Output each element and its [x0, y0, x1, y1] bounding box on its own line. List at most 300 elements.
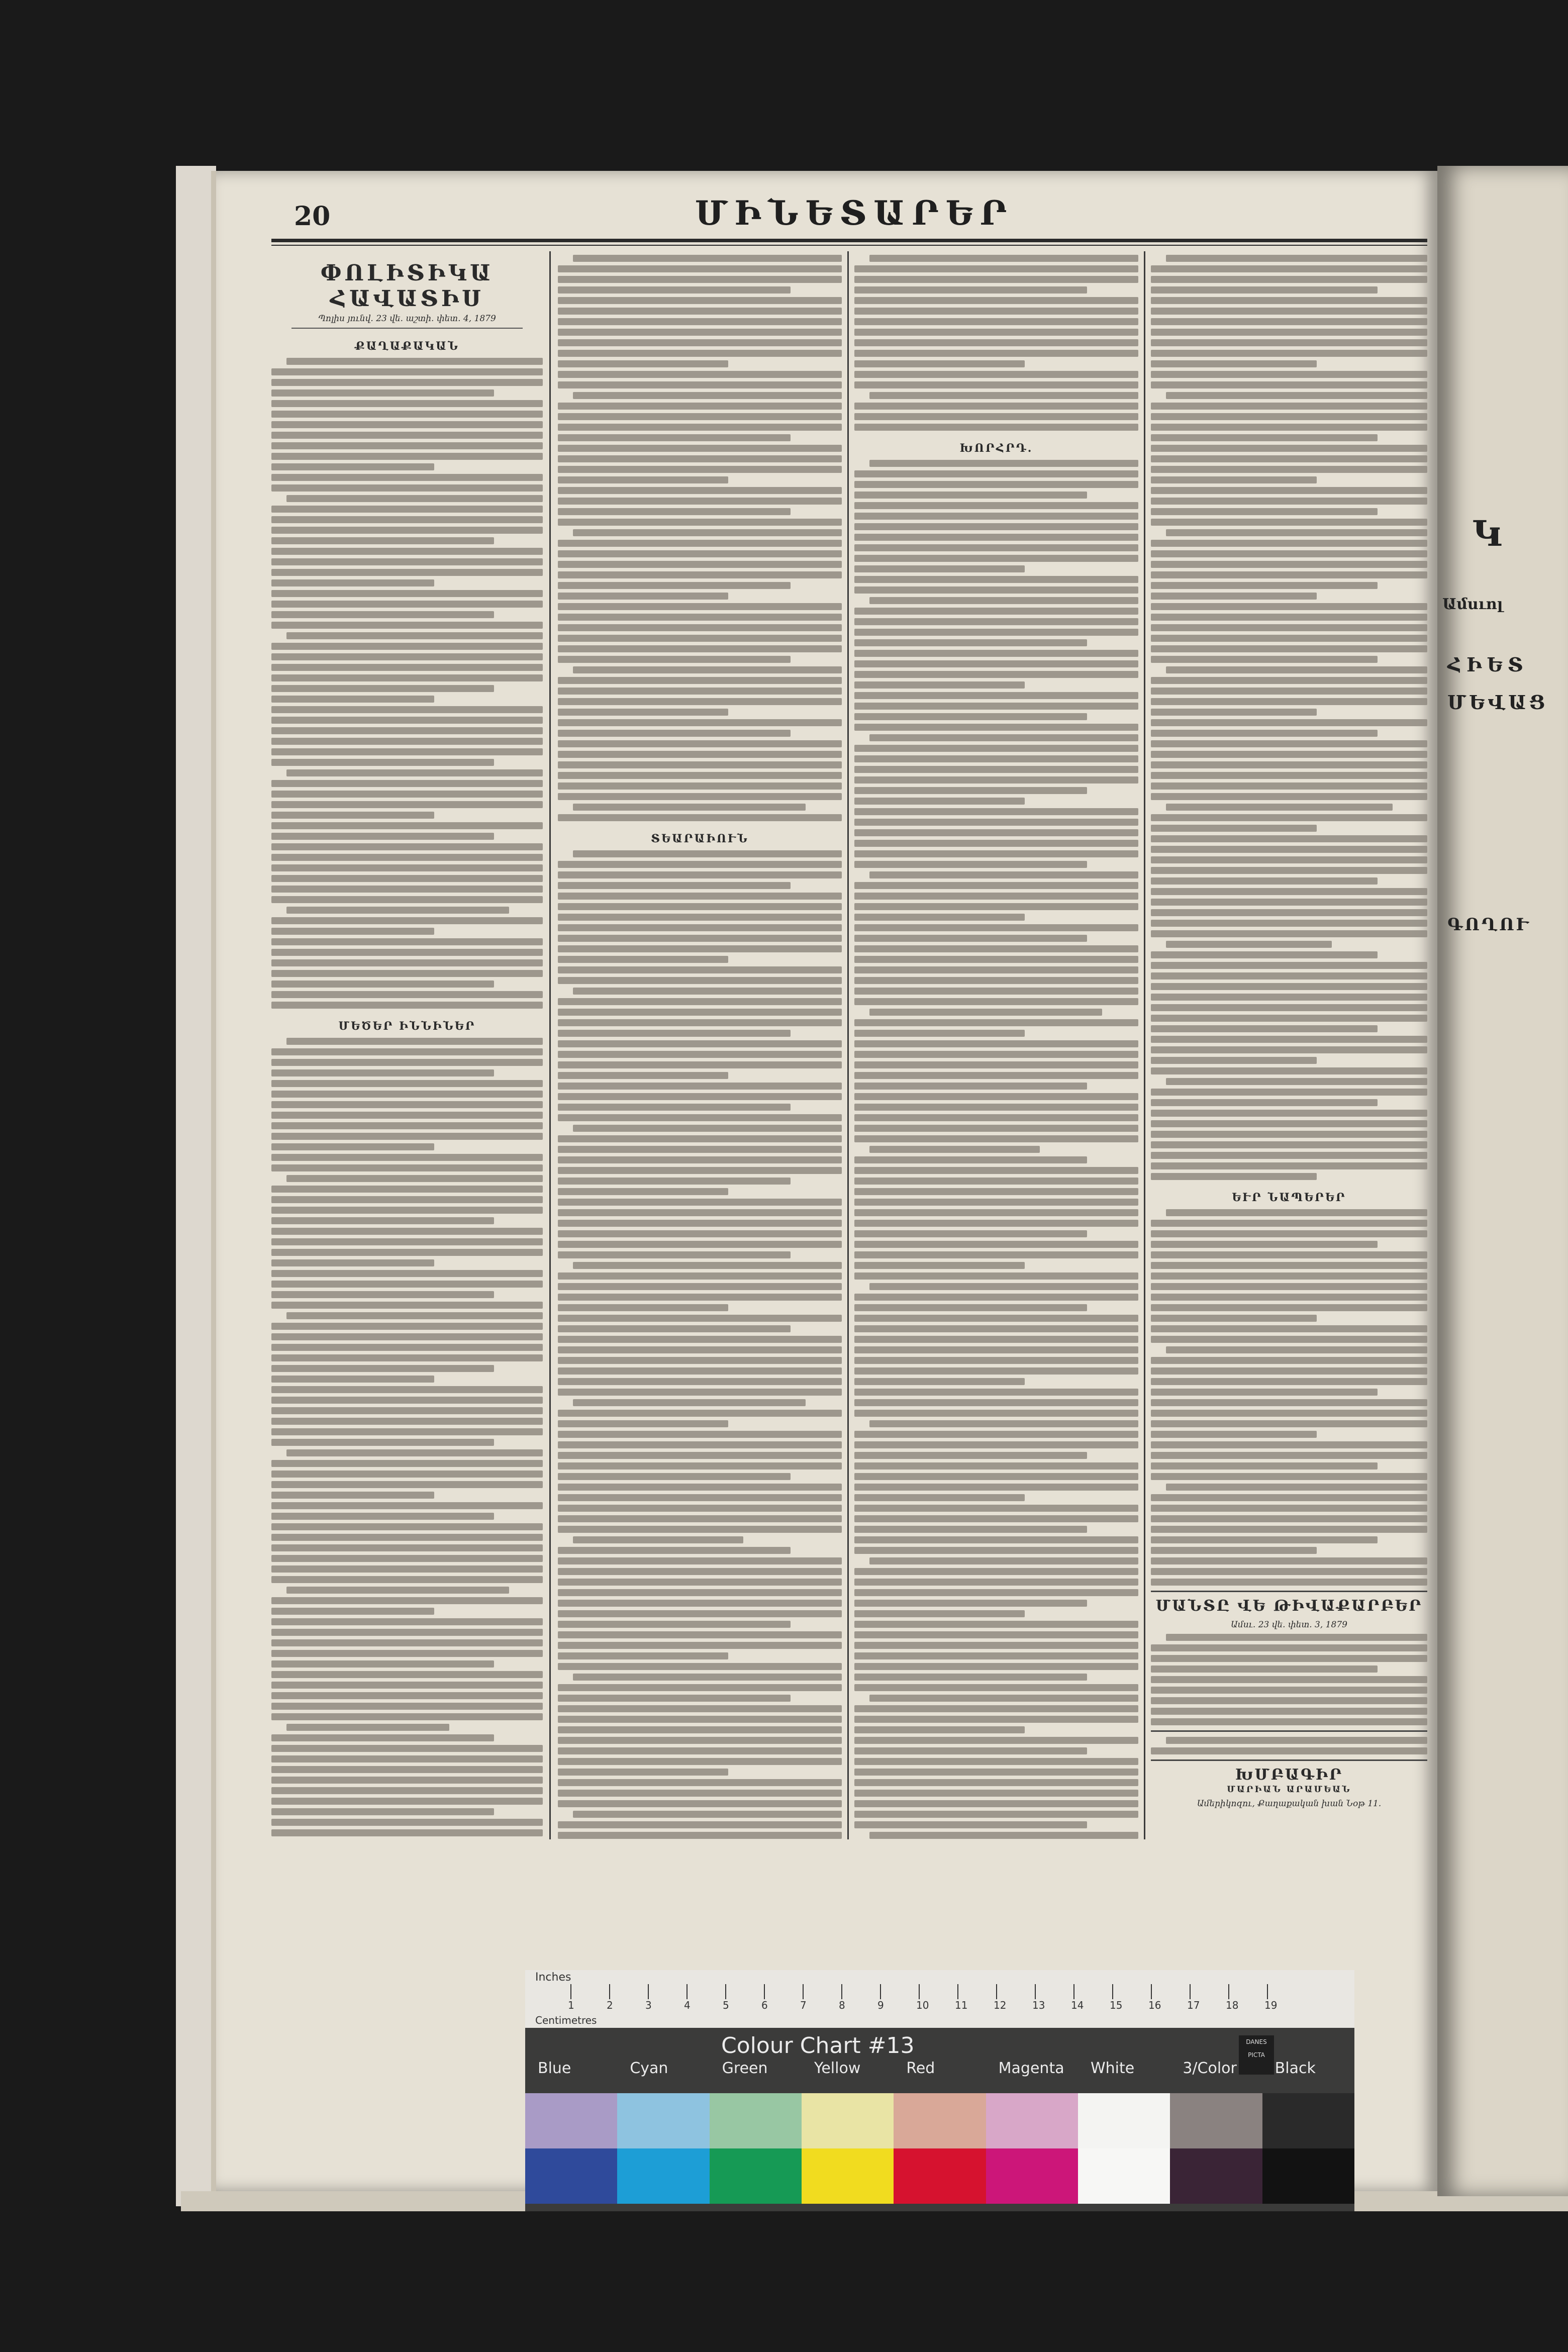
text-line — [1151, 1241, 1378, 1248]
text-line — [558, 1505, 842, 1512]
ruler-inches-label: Inches — [535, 1971, 571, 1984]
text-line — [1151, 1015, 1427, 1022]
text-line — [854, 1357, 1138, 1364]
text-line — [1151, 1473, 1427, 1480]
text-line — [558, 265, 842, 272]
text-line — [558, 1621, 791, 1628]
text-line — [854, 1821, 1087, 1828]
text-line — [854, 1272, 1138, 1280]
text-line — [558, 635, 842, 642]
text-line — [854, 1811, 1138, 1818]
text-line — [1151, 1131, 1427, 1138]
text-line — [1151, 930, 1427, 937]
text-line — [1151, 740, 1427, 747]
text-line — [573, 988, 842, 995]
article-text-block — [854, 460, 1138, 1839]
text-line — [854, 1652, 1138, 1659]
text-line — [854, 1093, 1138, 1100]
text-line — [1151, 614, 1427, 621]
swatch-label: Cyan — [630, 2060, 668, 2077]
text-line — [854, 339, 1138, 346]
text-line — [1151, 920, 1427, 927]
text-line — [869, 255, 1138, 262]
text-line — [558, 445, 842, 452]
text-line — [854, 492, 1087, 499]
text-line — [271, 1164, 543, 1171]
text-line — [271, 1471, 543, 1478]
text-line — [271, 1639, 543, 1646]
text-line — [558, 1178, 791, 1185]
text-line — [854, 1769, 1138, 1776]
text-line — [854, 977, 1138, 984]
text-line — [558, 297, 842, 304]
ruler-tick — [1073, 1984, 1074, 1999]
text-line — [558, 1019, 842, 1026]
text-line — [854, 1135, 1138, 1142]
text-line — [854, 893, 1138, 900]
text-line — [1151, 1141, 1427, 1148]
text-line — [1151, 381, 1427, 388]
text-line — [558, 719, 842, 726]
text-line — [271, 748, 543, 755]
text-line — [271, 1249, 543, 1256]
text-line — [271, 1154, 543, 1161]
text-line — [558, 455, 842, 462]
text-line — [558, 371, 842, 378]
text-line — [1151, 265, 1427, 272]
colour-swatch — [986, 2148, 1078, 2204]
text-line — [271, 727, 543, 734]
text-line — [1151, 909, 1427, 916]
text-line — [558, 1484, 842, 1491]
text-line — [558, 1452, 842, 1459]
text-line — [854, 1346, 1138, 1353]
text-line — [271, 1703, 543, 1710]
text-line — [854, 329, 1138, 336]
text-line — [271, 1069, 494, 1076]
text-line — [1151, 445, 1427, 452]
text-line — [271, 558, 543, 565]
text-line — [271, 1259, 434, 1266]
text-line — [854, 1315, 1138, 1322]
text-line — [558, 1104, 791, 1111]
text-line — [854, 1188, 1138, 1195]
text-line — [1151, 846, 1427, 853]
text-line — [1151, 1336, 1427, 1343]
text-line — [271, 411, 543, 418]
text-line — [1151, 624, 1427, 631]
text-line — [854, 371, 1138, 378]
text-line — [558, 709, 728, 716]
text-line — [854, 1536, 1138, 1543]
text-line — [558, 1410, 842, 1417]
text-line — [854, 1684, 1138, 1691]
text-line — [854, 1663, 1138, 1670]
text-line — [854, 766, 1138, 773]
text-line — [558, 571, 842, 578]
text-line — [1151, 339, 1427, 346]
text-line — [1151, 1067, 1427, 1074]
text-line — [1151, 1399, 1427, 1406]
ruler-tick-label: 18 — [1226, 1999, 1239, 2011]
text-line — [1151, 1747, 1427, 1754]
text-line — [271, 1281, 543, 1288]
text-line — [271, 696, 434, 703]
text-line — [271, 1544, 543, 1551]
section-heading: ՏԵԱՐԱԻՈՒՆ — [651, 832, 749, 845]
text-line — [558, 1272, 842, 1280]
text-line — [854, 1294, 1138, 1301]
text-line — [271, 1217, 494, 1224]
text-line — [558, 1610, 842, 1617]
ruler-tick — [1151, 1984, 1152, 1999]
text-line — [558, 1769, 728, 1776]
text-line — [558, 350, 842, 357]
text-line — [558, 1072, 728, 1079]
text-line — [1151, 1162, 1427, 1169]
text-line — [1151, 645, 1427, 652]
text-line — [854, 1156, 1087, 1163]
text-line — [1151, 1505, 1427, 1512]
ruler-tick — [570, 1984, 571, 1999]
text-line — [271, 1238, 543, 1245]
text-line — [271, 1143, 434, 1150]
text-line — [558, 550, 842, 557]
text-line — [558, 782, 842, 790]
text-line — [1151, 1536, 1378, 1543]
text-line — [271, 1660, 494, 1668]
text-line — [854, 555, 1138, 562]
swatch-label: 3/Color — [1183, 2060, 1237, 2077]
text-line — [854, 618, 1138, 625]
text-line — [854, 1452, 1087, 1459]
text-line — [1166, 804, 1393, 811]
text-line — [1151, 1099, 1378, 1106]
text-line — [854, 1600, 1087, 1607]
text-line — [869, 1557, 1138, 1564]
facing-page-fragment: Ամսւոլ — [1442, 596, 1503, 613]
text-line — [558, 1515, 842, 1522]
text-line — [1166, 1346, 1427, 1353]
text-line — [271, 854, 543, 861]
text-line — [558, 1209, 842, 1216]
text-line — [286, 1038, 543, 1045]
text-line — [1151, 519, 1427, 526]
text-line — [854, 998, 1138, 1005]
text-line — [1151, 550, 1427, 557]
text-line — [286, 1724, 449, 1731]
text-line — [558, 1294, 842, 1301]
text-line — [869, 597, 1138, 604]
text-line — [271, 738, 543, 745]
text-line — [558, 1684, 842, 1691]
text-line — [1151, 1367, 1427, 1375]
text-line — [558, 1779, 842, 1786]
text-line — [1166, 529, 1427, 536]
text-line — [558, 1600, 842, 1607]
text-line — [573, 529, 842, 536]
text-line — [558, 540, 842, 547]
text-line — [558, 487, 842, 494]
text-line — [1151, 656, 1378, 663]
text-line — [558, 1705, 842, 1712]
text-line — [558, 1315, 842, 1322]
text-line — [271, 674, 543, 681]
text-line — [1151, 487, 1427, 494]
text-line — [1151, 1230, 1427, 1237]
text-line — [558, 1420, 728, 1427]
text-line — [1151, 888, 1427, 895]
column-divider — [847, 251, 849, 1839]
text-line — [869, 1420, 1138, 1427]
editor-name: ԽՄԲԱԳԻՐ — [1235, 1766, 1343, 1784]
ruler-tick — [609, 1984, 610, 1999]
text-line — [271, 548, 543, 555]
section-heading: ԽՈՐՀՐԴ. — [959, 442, 1033, 455]
text-line — [271, 1091, 543, 1098]
text-line — [854, 502, 1138, 509]
text-line — [271, 875, 543, 882]
text-line — [558, 1030, 791, 1037]
text-line — [271, 1196, 543, 1203]
text-line — [558, 1114, 842, 1121]
text-line — [854, 1304, 1087, 1311]
text-line — [558, 1832, 842, 1839]
ruler-tick-label: 3 — [645, 1999, 652, 2011]
text-line — [854, 1104, 1138, 1111]
ruler — [525, 1970, 1354, 2028]
text-line — [271, 1555, 543, 1562]
facing-page-fragment: ՄԵՎԱՑ — [1447, 691, 1548, 714]
brand-logo: DANES PICTA — [1239, 2035, 1274, 2075]
market-title: ՄԱՆՏԸ ՎԵ ԹԻՎԱՔԱՐԲԵՐ — [1155, 1597, 1423, 1615]
text-line — [854, 1589, 1138, 1596]
text-line — [573, 392, 842, 399]
text-line — [1151, 1120, 1427, 1127]
text-line — [558, 698, 842, 705]
text-line — [271, 579, 434, 586]
ruler-tick — [957, 1984, 958, 1999]
text-line — [854, 1399, 1138, 1406]
text-line — [1151, 1262, 1427, 1269]
text-line — [1151, 476, 1317, 483]
text-line — [854, 1526, 1087, 1533]
text-line — [271, 1523, 543, 1530]
text-line — [558, 603, 842, 610]
text-line — [1151, 1173, 1317, 1180]
text-line — [1151, 1378, 1427, 1385]
text-line — [869, 1283, 1138, 1290]
text-line — [271, 1692, 543, 1699]
text-line — [271, 442, 543, 449]
text-line — [1151, 1431, 1317, 1438]
text-line — [1151, 403, 1427, 410]
text-line — [854, 829, 1138, 836]
text-line — [1151, 1452, 1427, 1459]
text-line — [271, 1460, 543, 1467]
text-line — [271, 389, 494, 397]
text-line — [271, 474, 543, 481]
text-line — [558, 413, 842, 420]
text-line — [271, 843, 543, 850]
text-line — [558, 1631, 842, 1638]
text-line — [271, 1207, 543, 1214]
text-line — [854, 882, 1138, 889]
text-line — [854, 1568, 1138, 1575]
text-line — [1151, 1025, 1378, 1032]
text-line — [1151, 434, 1378, 441]
text-line — [271, 1671, 543, 1678]
text-line — [271, 1576, 543, 1583]
text-line — [558, 1800, 842, 1807]
ruler-tick — [880, 1984, 881, 1999]
column-1 — [271, 251, 543, 1839]
text-line — [271, 1766, 543, 1773]
text-line — [558, 1378, 842, 1385]
ruler-tick-label: 4 — [684, 1999, 691, 2011]
text-line — [271, 1513, 494, 1520]
text-line — [1151, 677, 1427, 684]
text-line — [271, 1048, 543, 1055]
text-line — [271, 622, 543, 629]
text-line — [558, 903, 842, 910]
text-line — [271, 1365, 494, 1372]
text-line — [271, 685, 494, 692]
text-line — [1151, 1547, 1317, 1554]
text-line — [271, 1798, 543, 1805]
text-line — [1151, 719, 1427, 726]
text-line — [271, 1629, 543, 1636]
text-line — [558, 381, 842, 388]
text-line — [271, 1565, 543, 1573]
text-line — [271, 896, 543, 903]
text-line — [1151, 856, 1427, 863]
text-line — [854, 1747, 1087, 1754]
text-line — [558, 614, 842, 621]
text-line — [271, 379, 543, 386]
text-line — [558, 1589, 842, 1596]
text-line — [271, 1734, 494, 1741]
text-line — [558, 624, 842, 631]
text-line — [271, 981, 494, 988]
colour-swatch — [802, 2093, 894, 2148]
text-line — [854, 1389, 1138, 1396]
text-line — [854, 1378, 1025, 1385]
text-line — [1151, 1304, 1427, 1311]
text-line — [271, 1133, 543, 1140]
text-line — [854, 1441, 1138, 1448]
text-line — [1151, 1004, 1427, 1011]
text-line — [558, 476, 728, 483]
text-line — [1151, 329, 1427, 336]
masthead-rule-thin — [271, 245, 1427, 246]
text-line — [854, 1737, 1138, 1744]
colour-swatch — [710, 2093, 802, 2148]
text-line — [558, 1083, 842, 1090]
text-line — [869, 1146, 1040, 1153]
text-line — [271, 1492, 434, 1499]
text-line — [271, 527, 543, 534]
text-line — [271, 1682, 543, 1689]
text-line — [854, 1621, 1138, 1628]
text-line — [854, 297, 1138, 304]
ruler-tick — [648, 1984, 649, 1999]
text-line — [854, 381, 1138, 388]
text-line — [854, 523, 1138, 530]
text-line — [1151, 772, 1427, 779]
text-line — [558, 935, 842, 942]
text-line — [271, 917, 543, 924]
text-line — [558, 1663, 842, 1670]
text-line — [1151, 276, 1427, 283]
text-line — [558, 498, 842, 505]
text-line — [1166, 1737, 1427, 1744]
text-line — [271, 801, 543, 808]
text-line — [558, 1389, 842, 1396]
text-line — [854, 1262, 1025, 1269]
text-line — [1151, 603, 1427, 610]
text-line — [869, 460, 1138, 467]
text-line — [558, 424, 842, 431]
text-line — [271, 886, 543, 893]
text-line — [271, 569, 543, 576]
text-line — [271, 1713, 543, 1720]
text-line — [271, 1534, 543, 1541]
ruler-tick-label: 1 — [568, 1999, 574, 2011]
colour-swatch — [1262, 2093, 1354, 2148]
text-line — [1151, 1697, 1427, 1704]
text-line — [1151, 962, 1427, 969]
text-line — [271, 1291, 494, 1298]
text-line — [854, 576, 1138, 583]
text-line — [854, 1790, 1138, 1797]
facing-page-fragment: ՀԻԵՏ — [1447, 653, 1528, 676]
text-line — [558, 1009, 842, 1016]
text-line — [271, 421, 543, 428]
text-line — [286, 1175, 543, 1182]
text-line — [286, 1312, 543, 1319]
text-line — [1151, 1718, 1427, 1725]
colour-swatch — [617, 2148, 709, 2204]
text-line — [1166, 941, 1332, 948]
text-line — [271, 516, 543, 523]
swatch-label: Yellow — [814, 2060, 861, 2077]
text-line — [558, 740, 842, 747]
text-line — [271, 970, 543, 977]
text-line — [271, 1481, 543, 1488]
text-line — [854, 787, 1087, 794]
text-line — [1151, 1665, 1378, 1673]
text-line — [271, 1122, 543, 1129]
ruler-tick — [1112, 1984, 1113, 1999]
text-line — [271, 822, 543, 829]
text-line — [854, 1631, 1138, 1638]
column-divider — [549, 251, 551, 1839]
text-line — [854, 1494, 1025, 1501]
ruler-tick-label: 16 — [1148, 1999, 1161, 2011]
text-line — [271, 400, 543, 407]
text-line — [271, 938, 543, 945]
text-line — [558, 677, 842, 684]
text-line — [271, 812, 434, 819]
text-line — [271, 1418, 543, 1425]
text-line — [1151, 1315, 1317, 1322]
text-line — [854, 903, 1138, 910]
text-line — [854, 745, 1138, 752]
text-line — [271, 833, 494, 840]
text-line — [854, 565, 1025, 572]
text-line — [558, 814, 842, 821]
